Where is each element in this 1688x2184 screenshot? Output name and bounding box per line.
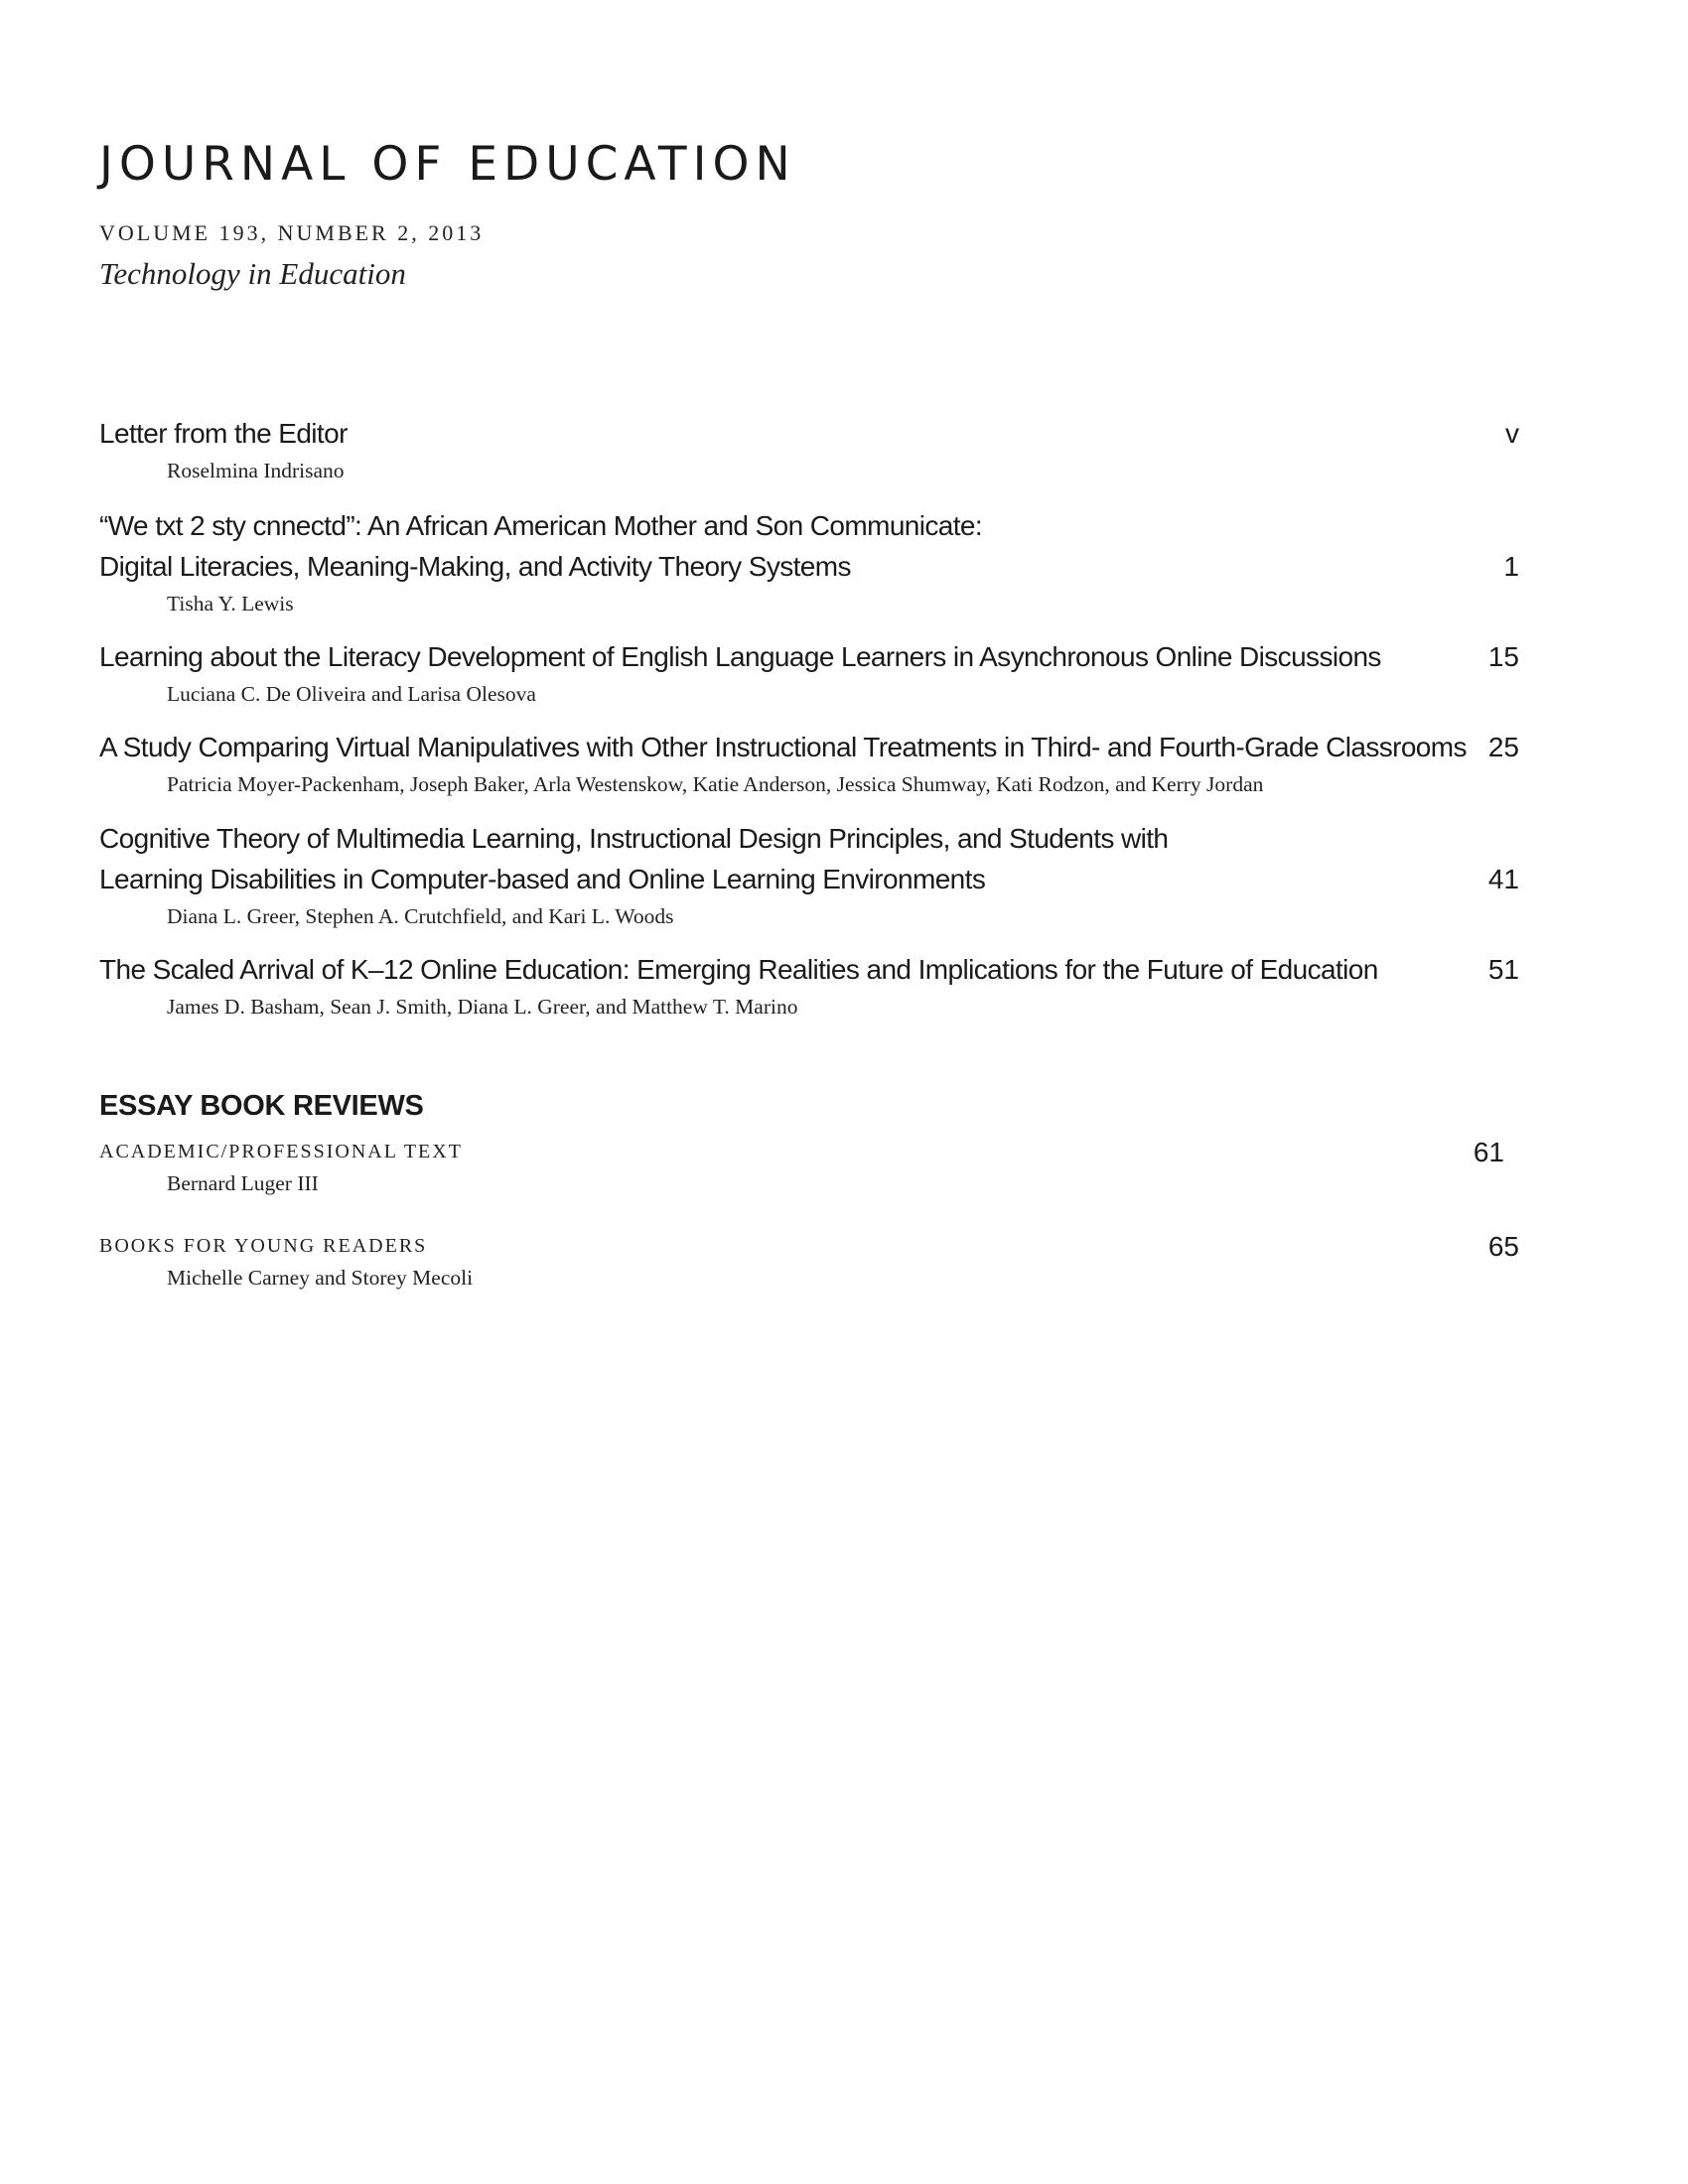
entry-authors: Roselmina Indrisano xyxy=(167,459,345,482)
entry-page-number: 1 xyxy=(1503,551,1519,582)
entry-title: Cognitive Theory of Multimedia Learning, Instructional Design Principles, and Students with xyxy=(99,823,1169,854)
entry-authors: Diana L. Greer, Stephen A. Crutchfield, and Kari L. Woods xyxy=(167,904,674,928)
entry-page-number: 25 xyxy=(1487,732,1519,762)
toc-entry[interactable] xyxy=(99,636,1519,709)
review-category: ACADEMIC/PROFESSIONAL TEXT xyxy=(99,1141,463,1162)
entry-authors: Luciana C. De Oliveira and Larisa Olesova xyxy=(167,682,536,706)
review-authors: Bernard Luger III xyxy=(167,1171,319,1195)
toc-entry[interactable] xyxy=(99,413,1519,485)
review-category: BOOKS FOR YOUNG READERS xyxy=(99,1235,428,1257)
section-heading-reviews: ESSAY BOOK REVIEWS xyxy=(99,1090,424,1122)
entry-title-continued: Digital Literacies, Meaning-Making, and Activity Theory Systems xyxy=(99,551,851,582)
journal-title: JOURNAL OF EDUCATION xyxy=(99,137,796,192)
entry-authors: Tisha Y. Lewis xyxy=(167,592,294,615)
toc-entry[interactable] xyxy=(99,505,1519,618)
review-authors: Michelle Carney and Storey Mecoli xyxy=(167,1266,474,1290)
review-page-number: 65 xyxy=(1487,1231,1519,1262)
entry-authors: Patricia Moyer-Packenham, Joseph Baker, Arla Westenskow, Katie Anderson, Jessica Shumway, Kati Rodzon, and Kerry Jordan xyxy=(167,772,1264,796)
entry-page-number: 15 xyxy=(1487,641,1519,672)
entry-page-number: 51 xyxy=(1487,954,1519,985)
entry-title-continued: Learning Disabilities in Computer-based and Online Learning Environments xyxy=(99,864,986,894)
review-page-number: 61 xyxy=(1473,1137,1504,1167)
issue-theme: Technology in Education xyxy=(99,256,406,291)
entry-title: Letter from the Editor xyxy=(99,418,348,449)
entry-authors: James D. Basham, Sean J. Smith, Diana L. Greer, and Matthew T. Marino xyxy=(167,995,798,1019)
review-entry[interactable] xyxy=(99,1135,1519,1198)
entry-page-number: v xyxy=(1505,418,1519,449)
entry-title: The Scaled Arrival of K–12 Online Education: Emerging Realities and Implications for the Future of Education xyxy=(99,954,1378,985)
entry-title: A Study Comparing Virtual Manipulatives with Other Instructional Treatments in Third- and Fourth-Grade Classrooms xyxy=(99,732,1467,762)
toc-entry[interactable] xyxy=(99,727,1519,799)
entry-page-number: 41 xyxy=(1487,864,1519,894)
toc-entry[interactable] xyxy=(99,949,1519,1022)
toc-entry[interactable] xyxy=(99,818,1519,931)
volume-line: VOLUME 193, NUMBER 2, 2013 xyxy=(99,220,485,245)
entry-title: “We txt 2 sty cnnectd”: An African American Mother and Son Communicate: xyxy=(99,510,983,541)
review-entry[interactable] xyxy=(99,1229,1519,1293)
entry-title: Learning about the Literacy Development of English Language Learners in Asynchronous Online Discussions xyxy=(99,641,1381,672)
